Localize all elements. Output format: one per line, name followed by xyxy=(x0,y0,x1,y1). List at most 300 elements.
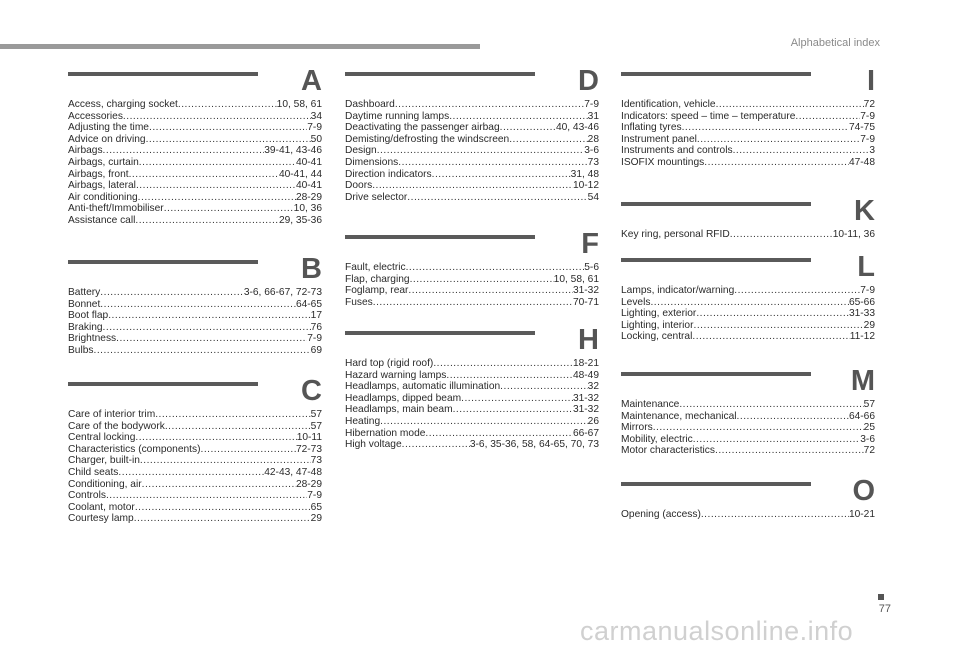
entry-pages: 73 xyxy=(587,156,599,168)
index-entry[interactable] xyxy=(621,122,875,134)
entry-term: Boot flap xyxy=(68,310,109,322)
section-letter: O xyxy=(852,475,875,507)
index-entry[interactable] xyxy=(68,513,322,525)
section-rule xyxy=(68,72,258,76)
entry-leader-dots xyxy=(701,509,849,521)
index-entry[interactable] xyxy=(345,358,599,370)
index-entry[interactable] xyxy=(621,509,875,521)
entry-pages: 7-9 xyxy=(307,490,322,502)
entry-pages: 3-6, 35-36, 58, 64-65, 70, 73 xyxy=(469,439,599,451)
index-entry[interactable] xyxy=(345,145,599,157)
section-header xyxy=(621,195,875,229)
entry-leader-dots xyxy=(500,381,588,393)
section-letter: L xyxy=(857,251,875,283)
entry-leader-dots xyxy=(135,215,279,227)
entry-leader-dots xyxy=(140,455,311,467)
entry-term: Maintenance xyxy=(621,399,680,410)
index-entry[interactable] xyxy=(345,393,599,405)
entry-pages: 72 xyxy=(863,445,875,457)
entry-term: Airbags, lateral xyxy=(68,180,136,192)
entry-pages: 3-6 xyxy=(584,145,599,157)
entry-pages: 64-66 xyxy=(848,410,875,422)
entry-term: Charger, built-in xyxy=(68,455,140,467)
entry-pages: 7-9 xyxy=(860,110,875,122)
entry-pages: 7-9 xyxy=(584,99,599,110)
entry-pages: 31-32 xyxy=(572,392,599,404)
entry-pages: 64-65 xyxy=(295,298,322,310)
entry-term: Airbags, curtain xyxy=(68,156,139,168)
entry-leader-dots xyxy=(146,134,311,146)
index-entry[interactable] xyxy=(68,421,322,433)
entry-pages: 7-9 xyxy=(307,122,322,134)
entry-leader-dots xyxy=(135,432,296,444)
entry-leader-dots xyxy=(200,444,295,456)
entry-leader-dots xyxy=(795,111,860,123)
entry-leader-dots xyxy=(100,299,296,311)
entry-pages: 28-29 xyxy=(295,191,322,203)
index-entry[interactable] xyxy=(68,479,322,491)
index-section-l xyxy=(621,252,875,343)
entry-leader-dots xyxy=(118,467,264,479)
index-entry[interactable] xyxy=(68,99,322,111)
index-entry[interactable] xyxy=(621,399,875,411)
index-entry[interactable] xyxy=(68,310,322,322)
entry-term: Access, charging socket xyxy=(68,99,178,110)
entry-pages: 31-32 xyxy=(572,285,599,297)
watermark: carmanualsonline.info xyxy=(580,616,854,646)
entry-term: Courtesy lamp xyxy=(68,513,134,525)
section-rule xyxy=(68,382,258,386)
section-letter: F xyxy=(581,228,599,260)
index-entry[interactable] xyxy=(345,134,599,146)
entry-pages: 10-11 xyxy=(296,432,322,444)
index-entry[interactable] xyxy=(68,180,322,192)
index-entry[interactable] xyxy=(345,192,599,204)
index-entry[interactable] xyxy=(68,157,322,169)
entry-term: Design xyxy=(345,145,377,157)
entry-pages: 74-75 xyxy=(848,122,875,134)
entry-term: Indicators: speed – time – temperature xyxy=(621,110,796,122)
entry-leader-dots xyxy=(402,439,470,451)
entry-leader-dots xyxy=(377,145,585,157)
entry-term: Drive selector xyxy=(345,191,408,203)
entry-leader-dots xyxy=(373,297,573,309)
entry-term: Maintenance, mechanical xyxy=(621,410,737,422)
section-header xyxy=(345,324,599,358)
index-entry[interactable] xyxy=(68,145,322,157)
index-section-h xyxy=(345,325,599,451)
section-letter: D xyxy=(578,65,599,97)
entry-pages: 40-41, 44 xyxy=(278,168,322,180)
index-section-i xyxy=(621,66,875,169)
entry-leader-dots xyxy=(425,428,573,440)
index-entry[interactable] xyxy=(621,99,875,111)
entry-leader-dots xyxy=(682,122,849,134)
entry-leader-dots xyxy=(380,416,588,428)
entry-pages: 7-9 xyxy=(860,285,875,296)
entry-pages: 29, 35-36 xyxy=(278,214,322,226)
entry-leader-dots xyxy=(106,490,307,502)
section-header xyxy=(345,65,599,99)
entry-leader-dots xyxy=(410,274,554,286)
section-rule xyxy=(345,235,535,239)
entry-pages: 70-71 xyxy=(572,296,599,308)
index-entry[interactable] xyxy=(621,320,875,332)
entry-pages: 39-41, 43-46 xyxy=(264,145,322,157)
index-entry[interactable] xyxy=(621,331,875,343)
entry-term: Identification, vehicle xyxy=(621,99,716,110)
entry-term: Airbags, front xyxy=(68,168,129,180)
index-entry[interactable] xyxy=(345,381,599,393)
entry-term: Inflating tyres xyxy=(621,122,682,134)
section-rule xyxy=(621,202,811,206)
section-header xyxy=(345,228,599,262)
entry-term: Assistance call xyxy=(68,214,136,226)
entry-term: Accessories xyxy=(68,110,123,122)
section-letter: C xyxy=(301,375,322,407)
index-entry[interactable] xyxy=(621,111,875,123)
entry-term: Child seats xyxy=(68,466,119,478)
entry-pages: 10-12 xyxy=(572,180,599,192)
entry-pages: 10-11, 36 xyxy=(832,229,875,240)
entry-pages: 10, 58, 61 xyxy=(553,273,599,285)
entry-leader-dots xyxy=(129,169,279,181)
entry-term: Bulbs xyxy=(68,344,94,356)
index-entry[interactable] xyxy=(345,428,599,440)
section-header xyxy=(68,65,322,99)
index-entry[interactable] xyxy=(68,432,322,444)
entry-term: Foglamp, rear xyxy=(345,285,409,297)
entry-pages: 29 xyxy=(310,513,322,525)
entry-term: Care of interior trim xyxy=(68,409,156,420)
section-rule xyxy=(68,260,258,264)
index-section-k xyxy=(621,196,875,241)
entry-term: Lamps, indicator/warning xyxy=(621,285,735,296)
entry-pages: 10, 58, 61 xyxy=(276,99,322,110)
entry-leader-dots xyxy=(136,180,296,192)
entry-term: Conditioning, air xyxy=(68,478,142,490)
entry-leader-dots xyxy=(694,320,864,332)
entry-leader-dots xyxy=(398,157,587,169)
index-entry[interactable] xyxy=(68,203,322,215)
index-entry[interactable] xyxy=(345,439,599,451)
entry-term: Air conditioning xyxy=(68,191,138,203)
entry-leader-dots xyxy=(408,285,573,297)
entry-pages: 10, 36 xyxy=(293,203,322,215)
section-header xyxy=(621,65,875,99)
entry-leader-dots xyxy=(139,157,296,169)
index-entry[interactable] xyxy=(68,215,322,227)
entry-leader-dots xyxy=(164,203,294,215)
entry-term: Headlamps, automatic illumination xyxy=(345,381,501,393)
entry-term: Lighting, interior xyxy=(621,319,694,331)
entry-leader-dots xyxy=(93,345,310,357)
entry-term: Flap, charging xyxy=(345,273,410,285)
entry-pages: 72-73 xyxy=(295,443,322,455)
entry-term: Instruments and controls xyxy=(621,145,733,157)
entry-pages: 57 xyxy=(310,420,322,432)
index-entry[interactable] xyxy=(68,444,322,456)
section-header xyxy=(621,475,875,509)
entry-pages: 29 xyxy=(863,319,875,331)
entry-pages: 57 xyxy=(863,399,875,410)
entry-leader-dots xyxy=(103,145,265,157)
section-rule xyxy=(345,331,535,335)
entry-pages: 10-21 xyxy=(848,509,875,520)
entry-term: Bonnet xyxy=(68,298,101,310)
index-entry[interactable] xyxy=(345,416,599,428)
entry-pages: 31, 48 xyxy=(570,168,599,180)
index-entry[interactable] xyxy=(68,322,322,334)
index-section-m xyxy=(621,366,875,457)
index-entry[interactable] xyxy=(621,134,875,146)
section-header xyxy=(621,251,875,285)
page-number: 77 xyxy=(878,603,891,615)
index-entry[interactable] xyxy=(68,455,322,467)
section-rule xyxy=(621,482,811,486)
entry-leader-dots xyxy=(155,409,310,421)
entry-leader-dots xyxy=(509,134,587,146)
index-entry[interactable] xyxy=(621,229,875,241)
entry-pages: 48-49 xyxy=(572,369,599,381)
entry-pages: 72 xyxy=(863,99,875,110)
entry-leader-dots xyxy=(178,99,277,111)
index-entry[interactable] xyxy=(621,434,875,446)
entry-term: Headlamps, dipped beam xyxy=(345,392,462,404)
entry-term: Characteristics (components) xyxy=(68,443,201,455)
entry-pages: 7-9 xyxy=(860,133,875,145)
entry-term: Mobility, electric xyxy=(621,433,693,445)
entry-pages: 7-9 xyxy=(307,333,322,345)
entry-leader-dots xyxy=(446,370,573,382)
entry-pages: 42-43, 47-48 xyxy=(264,466,322,478)
index-section-c xyxy=(68,376,322,525)
index-entry[interactable] xyxy=(345,169,599,181)
index-entry[interactable] xyxy=(68,333,322,345)
entry-pages: 57 xyxy=(310,409,322,420)
entry-term: Adjusting the time xyxy=(68,122,149,134)
entry-term: Fault, electric xyxy=(345,262,406,273)
entry-term: Airbags xyxy=(68,145,103,157)
entry-pages: 76 xyxy=(310,321,322,333)
entry-leader-dots xyxy=(692,331,849,343)
entry-leader-dots xyxy=(407,192,587,204)
entry-leader-dots xyxy=(449,111,587,123)
section-header xyxy=(68,253,322,287)
entry-leader-dots xyxy=(395,99,584,111)
entry-leader-dots xyxy=(500,122,556,134)
entry-pages: 65 xyxy=(310,501,322,513)
entry-leader-dots xyxy=(100,287,244,299)
index-entry[interactable] xyxy=(345,274,599,286)
entry-term: Lighting, exterior xyxy=(621,308,697,320)
index-entry[interactable] xyxy=(621,285,875,297)
entry-term: Controls xyxy=(68,490,106,502)
entry-pages: 40-41 xyxy=(295,156,322,168)
entry-leader-dots xyxy=(679,399,863,411)
entry-leader-dots xyxy=(696,308,849,320)
entry-pages: 3 xyxy=(869,145,875,157)
section-letter: H xyxy=(578,324,599,356)
section-rule xyxy=(621,372,811,376)
entry-leader-dots xyxy=(103,322,311,334)
index-entry[interactable] xyxy=(621,445,875,457)
entry-pages: 11-12 xyxy=(849,331,875,343)
entry-pages: 3-6 xyxy=(860,433,875,445)
entry-term: Fuses xyxy=(345,296,373,308)
entry-leader-dots xyxy=(135,502,311,514)
entry-term: Dashboard xyxy=(345,99,395,110)
index-entry[interactable] xyxy=(345,180,599,192)
index-entry[interactable] xyxy=(621,145,875,157)
entry-term: Hibernation mode xyxy=(345,427,426,439)
entry-leader-dots xyxy=(730,229,833,241)
index-entry[interactable] xyxy=(345,122,599,134)
page-header-title: Alphabetical index xyxy=(790,37,880,49)
index-entry[interactable] xyxy=(68,169,322,181)
entry-term: Heating xyxy=(345,415,381,427)
entry-leader-dots xyxy=(433,358,573,370)
index-entry[interactable] xyxy=(345,297,599,309)
index-entry[interactable] xyxy=(345,285,599,297)
entry-leader-dots xyxy=(737,411,849,423)
index-entry[interactable] xyxy=(345,370,599,382)
entry-term: High voltage xyxy=(345,439,402,451)
section-letter: K xyxy=(854,195,875,227)
entry-term: Coolant, motor xyxy=(68,501,135,513)
entry-term: Hazard warning lamps xyxy=(345,369,447,381)
index-entry[interactable] xyxy=(345,404,599,416)
section-letter: B xyxy=(301,253,322,285)
entry-term: Instrument panel xyxy=(621,133,697,145)
entry-pages: 47-48 xyxy=(848,156,875,168)
entry-leader-dots xyxy=(716,99,864,111)
index-entry[interactable] xyxy=(621,297,875,309)
entry-leader-dots xyxy=(406,262,585,274)
entry-pages: 50 xyxy=(310,133,322,145)
index-section-b xyxy=(68,254,322,357)
entry-term: Opening (access) xyxy=(621,509,701,520)
entry-pages: 25 xyxy=(863,422,875,434)
entry-leader-dots xyxy=(697,134,860,146)
index-entry[interactable] xyxy=(621,308,875,320)
index-entry[interactable] xyxy=(345,99,599,111)
entry-leader-dots xyxy=(108,310,310,322)
index-entry[interactable] xyxy=(68,502,322,514)
index-section-f xyxy=(345,229,599,308)
entry-pages: 69 xyxy=(310,344,322,356)
index-entry[interactable] xyxy=(621,411,875,423)
entry-pages: 31-33 xyxy=(848,308,875,320)
index-section-d xyxy=(345,66,599,203)
entry-pages: 5-6 xyxy=(584,262,599,273)
index-entry[interactable] xyxy=(345,111,599,123)
entry-pages: 40, 43-46 xyxy=(555,122,599,134)
entry-leader-dots xyxy=(461,393,573,405)
index-entry[interactable] xyxy=(68,287,322,299)
index-entry[interactable] xyxy=(68,409,322,421)
entry-pages: 31 xyxy=(587,110,599,122)
entry-pages: 65-66 xyxy=(848,296,875,308)
section-header xyxy=(68,375,322,409)
entry-term: Levels xyxy=(621,296,651,308)
entry-term: Motor characteristics xyxy=(621,445,715,457)
index-entry[interactable] xyxy=(345,157,599,169)
entry-leader-dots xyxy=(432,169,571,181)
entry-leader-dots xyxy=(372,180,573,192)
entry-term: Mirrors xyxy=(621,422,653,434)
entry-term: Central locking xyxy=(68,432,136,444)
entry-term: Brightness xyxy=(68,333,117,345)
entry-pages: 40-41 xyxy=(295,180,322,192)
entry-term: Direction indicators xyxy=(345,168,432,180)
entry-pages: 54 xyxy=(587,191,599,203)
index-entry[interactable] xyxy=(68,345,322,357)
entry-leader-dots xyxy=(653,422,864,434)
entry-term: Demisting/defrosting the windscreen xyxy=(345,133,510,145)
entry-term: Anti-theft/Immobiliser xyxy=(68,203,164,215)
page-marker-dot xyxy=(878,594,884,600)
entry-leader-dots xyxy=(134,513,311,525)
entry-pages: 32 xyxy=(587,381,599,393)
entry-term: Advice on driving xyxy=(68,133,146,145)
entry-pages: 66-67 xyxy=(572,427,599,439)
entry-term: Headlamps, main beam xyxy=(345,404,453,416)
entry-pages: 34 xyxy=(310,110,322,122)
entry-pages: 26 xyxy=(587,415,599,427)
entry-term: ISOFIX mountings xyxy=(621,156,705,168)
index-entry[interactable] xyxy=(345,262,599,274)
index-entry[interactable] xyxy=(68,490,322,502)
entry-term: Key ring, personal RFID xyxy=(621,229,730,240)
index-entry[interactable] xyxy=(68,122,322,134)
entry-term: Dimensions xyxy=(345,156,399,168)
entry-pages: 73 xyxy=(310,455,322,467)
entry-leader-dots xyxy=(165,421,311,433)
entry-leader-dots xyxy=(138,192,296,204)
entry-leader-dots xyxy=(704,157,849,169)
index-entry[interactable] xyxy=(68,111,322,123)
index-entry[interactable] xyxy=(621,157,875,169)
section-letter: I xyxy=(866,65,875,97)
entry-term: Deactivating the passenger airbag xyxy=(345,122,500,134)
entry-leader-dots xyxy=(733,145,870,157)
entry-pages: 3-6, 66-67, 72-73 xyxy=(243,287,322,298)
section-letter: M xyxy=(850,365,875,397)
entry-leader-dots xyxy=(650,297,848,309)
entry-term: Daytime running lamps xyxy=(345,110,450,122)
index-entry[interactable] xyxy=(68,467,322,479)
entry-leader-dots xyxy=(123,111,311,123)
index-entry[interactable] xyxy=(68,299,322,311)
index-entry[interactable] xyxy=(68,192,322,204)
entry-pages: 18-21 xyxy=(572,358,599,369)
section-header xyxy=(621,365,875,399)
index-entry[interactable] xyxy=(621,422,875,434)
entry-leader-dots xyxy=(693,434,861,446)
entry-term: Care of the bodywork xyxy=(68,420,165,432)
entry-term: Hard top (rigid roof) xyxy=(345,358,434,369)
entry-term: Doors xyxy=(345,180,373,192)
index-section-o xyxy=(621,476,875,521)
entry-pages: 17 xyxy=(310,310,322,322)
section-letter: A xyxy=(301,65,322,97)
header-bar xyxy=(0,44,480,49)
entry-leader-dots xyxy=(116,333,307,345)
section-rule xyxy=(345,72,535,76)
entry-pages: 28-29 xyxy=(295,478,322,490)
index-entry[interactable] xyxy=(68,134,322,146)
